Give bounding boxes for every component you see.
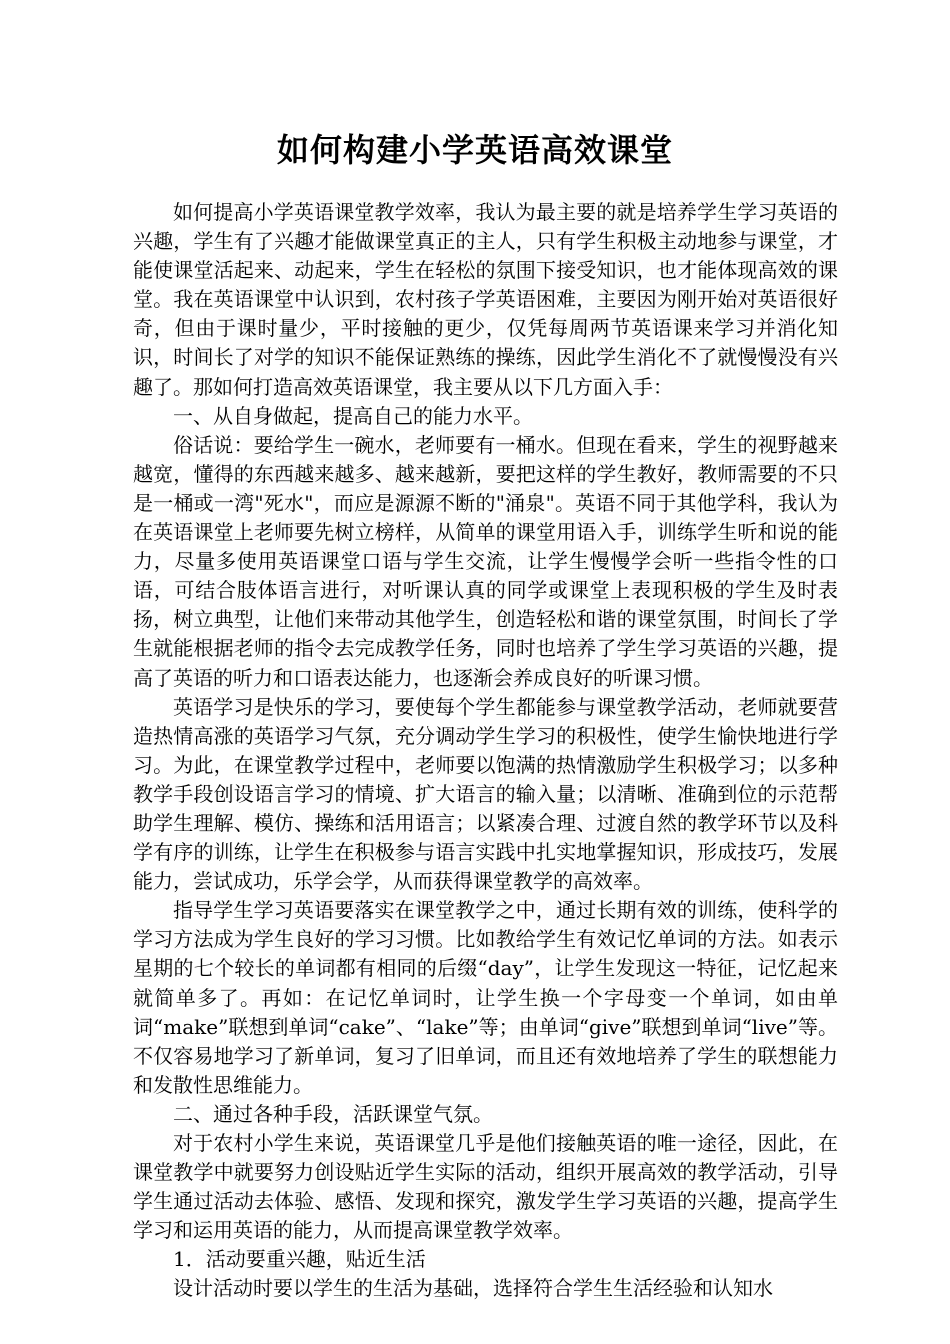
- subsection-heading-1: 1．活动要重兴趣，贴近生活: [173, 1247, 426, 1272]
- document-body: [133, 198, 838, 1304]
- paragraph: 设计活动时要以学生的生活为基础，选择符合学生生活经验和认知水: [173, 1276, 773, 1301]
- paragraph: 俗话说：要给学生一碗水，老师要有一桶水。但现在看来，学生的视野越来越宽，懂得的东西越来越多、越来越新，要把这样的学生教好，教师需要的不只是一桶或一湾"死水"，而应是源源不断的"涌泉"。英语不同于其他学科，我认为在英语课堂上老师要先树立榜样，从简单的课堂用语入手，训练学生听和说的能力，尽量多使用英语课堂口语与学生交流，让学生慢慢学会听一些指令性的口语，可结合肢体语言进行，对听课认真的同学或课堂上表现积极的学生及时表扬，树立典型，让他们来带动其他学生，创造轻松和谐的课堂氛围，时间长了学生就能根据老师的指令去完成教学任务，同时也培养了学生学习英语的兴趣，提高了英语的听力和口语表达能力，也逐渐会养成良好的听课习惯。: [133, 432, 838, 690]
- section-heading-1: 一、从自身做起，提高自己的能力水平。: [173, 403, 533, 428]
- paragraph: 指导学生学习英语要落实在课堂教学之中，通过长期有效的训练，使科学的学习方法成为学生良好的学习习惯。比如教给学生有效记忆单词的方法。如表示星期的七个较长的单词都有相同的后缀“day”，让学生发现这一特征，记忆起来就简单多了。再如：在记忆单词时，让学生换一个字母变一个单词，如由单词“make”联想到单词“cake”、“lake”等；由单词“give”联想到单词“live”等。不仅容易地学习了新单词，复习了旧单词，而且还有效地培养了学生的联想能力和发散性思维能力。: [133, 898, 838, 1097]
- paragraph-intro: 如何提高小学英语课堂教学效率，我认为最主要的就是培养学生学习英语的兴趣，学生有了兴趣才能做课堂真正的主人，只有学生积极主动地参与课堂，才能使课堂活起来、动起来，学生在轻松的氛围下接受知识，也才能体现高效的课堂。我在英语课堂中认识到，农村孩子学英语困难，主要因为刚开始对英语很好奇，但由于课时量少，平时接触的更少，仅凭每周两节英语课来学习并消化知识，时间长了对学的知识不能保证熟练的操练，因此学生消化不了就慢慢没有兴趣了。那如何打造高效英语课堂，我主要从以下几方面入手：: [133, 200, 838, 399]
- paragraph: 对于农村小学生来说，英语课堂几乎是他们接触英语的唯一途径，因此，在课堂教学中就要努力创设贴近学生实际的活动，组织开展高效的教学活动，引导学生通过活动去体验、感悟、发现和探究，激发学生学习英语的兴趣，提高学生学习和运用英语的能力，从而提高课堂教学效率。: [133, 1131, 838, 1243]
- page-title: 如何构建小学英语高效课堂: [276, 131, 673, 169]
- paragraph: 英语学习是快乐的学习，要使每个学生都能参与课堂教学活动，老师就要营造热情高涨的英语学习气氛，充分调动学生学习的积极性，使学生愉快地进行学习。为此，在课堂教学过程中，老师要以饱满的热情激励学生积极学习；以多种教学手段创设语言学习的情境、扩大语言的输入量；以清晰、准确到位的示范帮助学生理解、模仿、操练和活用语言；以紧凑合理、过渡自然的教学环节以及科学有序的训练，让学生在积极参与语言实践中扎实地掌握知识，形成技巧，发展能力，尝试成功，乐学会学，从而获得课堂教学的高效率。: [133, 694, 838, 894]
- section-heading-2: 二、通过各种手段，活跃课堂气氛。: [173, 1101, 493, 1126]
